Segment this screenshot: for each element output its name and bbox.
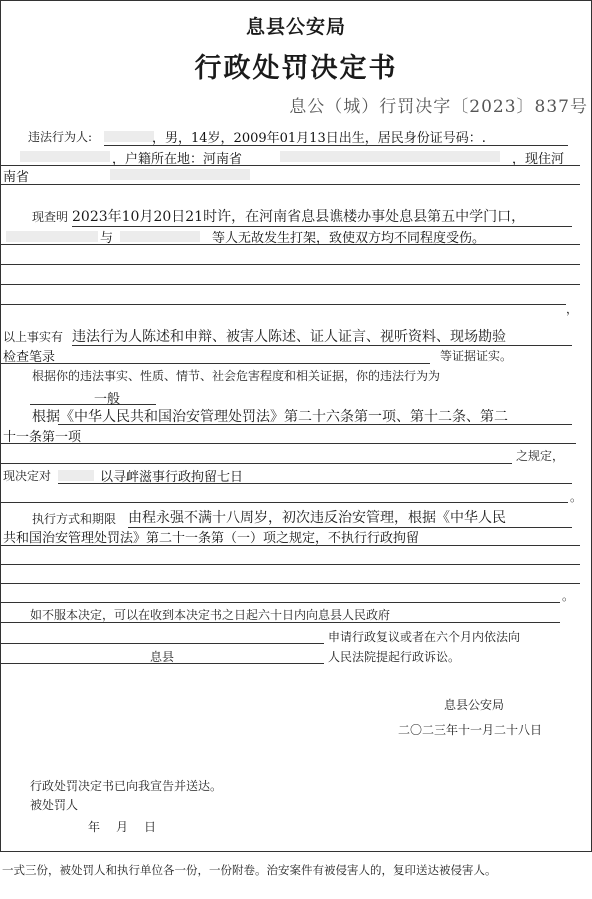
party-province: 南省 [3, 170, 30, 185]
underline [58, 424, 572, 425]
evidence-tail: 等证据证实。 [440, 349, 513, 363]
underline [0, 244, 580, 245]
redacted-person [58, 470, 94, 481]
appeal-text-3: 人民法院提起行政诉讼。 [328, 650, 461, 664]
underline [0, 502, 568, 503]
redacted-other-party [120, 231, 200, 242]
finding-text: 根据你的违法事实、性质、情节、社会危害程度和相关证据，你的违法行为为 [32, 369, 441, 383]
decision-period: 。 [570, 490, 583, 504]
party-details: ，男，14岁，2009年01月13日出生，居民身份证号码：. [152, 131, 486, 146]
agency-name: 息县公安局 [245, 16, 346, 38]
execution-lead: 执行方式和期限 [32, 512, 117, 526]
facts-text-2: 等人无故发生打架，致使双方均不同程度受伤。 [212, 231, 486, 246]
underline [0, 602, 560, 603]
appeal-text-2: 申请行政复议或者在六个月内依法向 [328, 630, 521, 644]
redacted-id [20, 151, 110, 162]
execution-period: 。 [562, 589, 575, 603]
underline [0, 443, 576, 444]
basis-text-1: 根据《中华人民共和国治安管理处罚法》第二十六条第一项、第十二条、第二 [32, 409, 508, 425]
execution-text-2: 共和国治安管理处罚法》第二十一条第（一）项之规定，不执行行政拘留 [3, 531, 420, 546]
facts-label: 现查明 [32, 210, 69, 224]
underline [0, 463, 512, 464]
redacted-address [110, 169, 250, 180]
basis-tail: 之规定， [516, 449, 565, 463]
basis-text-2: 十一条第一项 [3, 430, 82, 445]
appeal-court: 息县 [150, 650, 175, 664]
underline [104, 145, 568, 146]
underline [0, 545, 580, 546]
decision-lead: 现决定对 [3, 469, 52, 483]
underline [0, 184, 580, 185]
redacted-registry [280, 151, 500, 162]
decision-text: 以寻衅滋事行政拘留七日 [100, 470, 244, 485]
footer-note: 一式三份，被处罚人和执行单位各一份，一份附卷。治安案件有被侵害人的，复印送达被侵害人。 [2, 863, 497, 877]
underline [0, 663, 324, 664]
underline [72, 345, 572, 346]
execution-text-1: 由程永强不满十八周岁，初次违反治安管理，根据《中华人民 [128, 510, 506, 526]
underline [0, 264, 580, 265]
facts-with: 与 [100, 231, 114, 246]
underline [30, 404, 156, 405]
redacted-name [104, 131, 154, 142]
receipt-year: 年 [88, 820, 101, 834]
party-registry: ，户籍所在地：河南省 [112, 152, 243, 167]
document-title: 行政处罚决定书 [194, 53, 398, 84]
underline [0, 304, 566, 305]
receipt-month: 月 [116, 820, 129, 834]
signature-agency: 息县公安局 [444, 698, 505, 712]
evidence-text-1: 违法行为人陈述和申辩、被害人陈述、证人证言、视听资料、现场勘验 [72, 329, 506, 345]
underline [0, 363, 430, 364]
party-label: 违法行为人: [28, 130, 93, 144]
facts-text-1: 2023年10月20日21时许，在河南省息县谯楼办事处息县第五中学门口， [72, 209, 526, 225]
party-current-residence: ，现住河 [512, 152, 565, 167]
evidence-lead: 以上事实有 [3, 330, 64, 344]
underline [58, 483, 572, 484]
underline [0, 284, 580, 285]
signature-date: 二〇二三年十一月二十八日 [398, 723, 543, 737]
receipt-person: 被处罚人 [30, 798, 79, 812]
evidence-text-2: 检查笔录 [3, 350, 56, 365]
facts-comma: ， [566, 302, 579, 316]
redacted-party [6, 231, 98, 242]
receipt-text: 行政处罚决定书已向我宣告并送达。 [30, 779, 223, 793]
underline [0, 564, 580, 565]
finding-level: 一般 [94, 392, 121, 407]
document-number: 息公（城）行罚决字〔2023〕837号 [289, 97, 588, 117]
underline [0, 643, 324, 644]
underline [0, 583, 580, 584]
underline [0, 165, 580, 166]
underline [0, 622, 560, 623]
receipt-day: 日 [144, 820, 157, 834]
appeal-text-1: 如不服本决定，可以在收到本决定书之日起六十日内向息县人民政府 [30, 608, 391, 622]
